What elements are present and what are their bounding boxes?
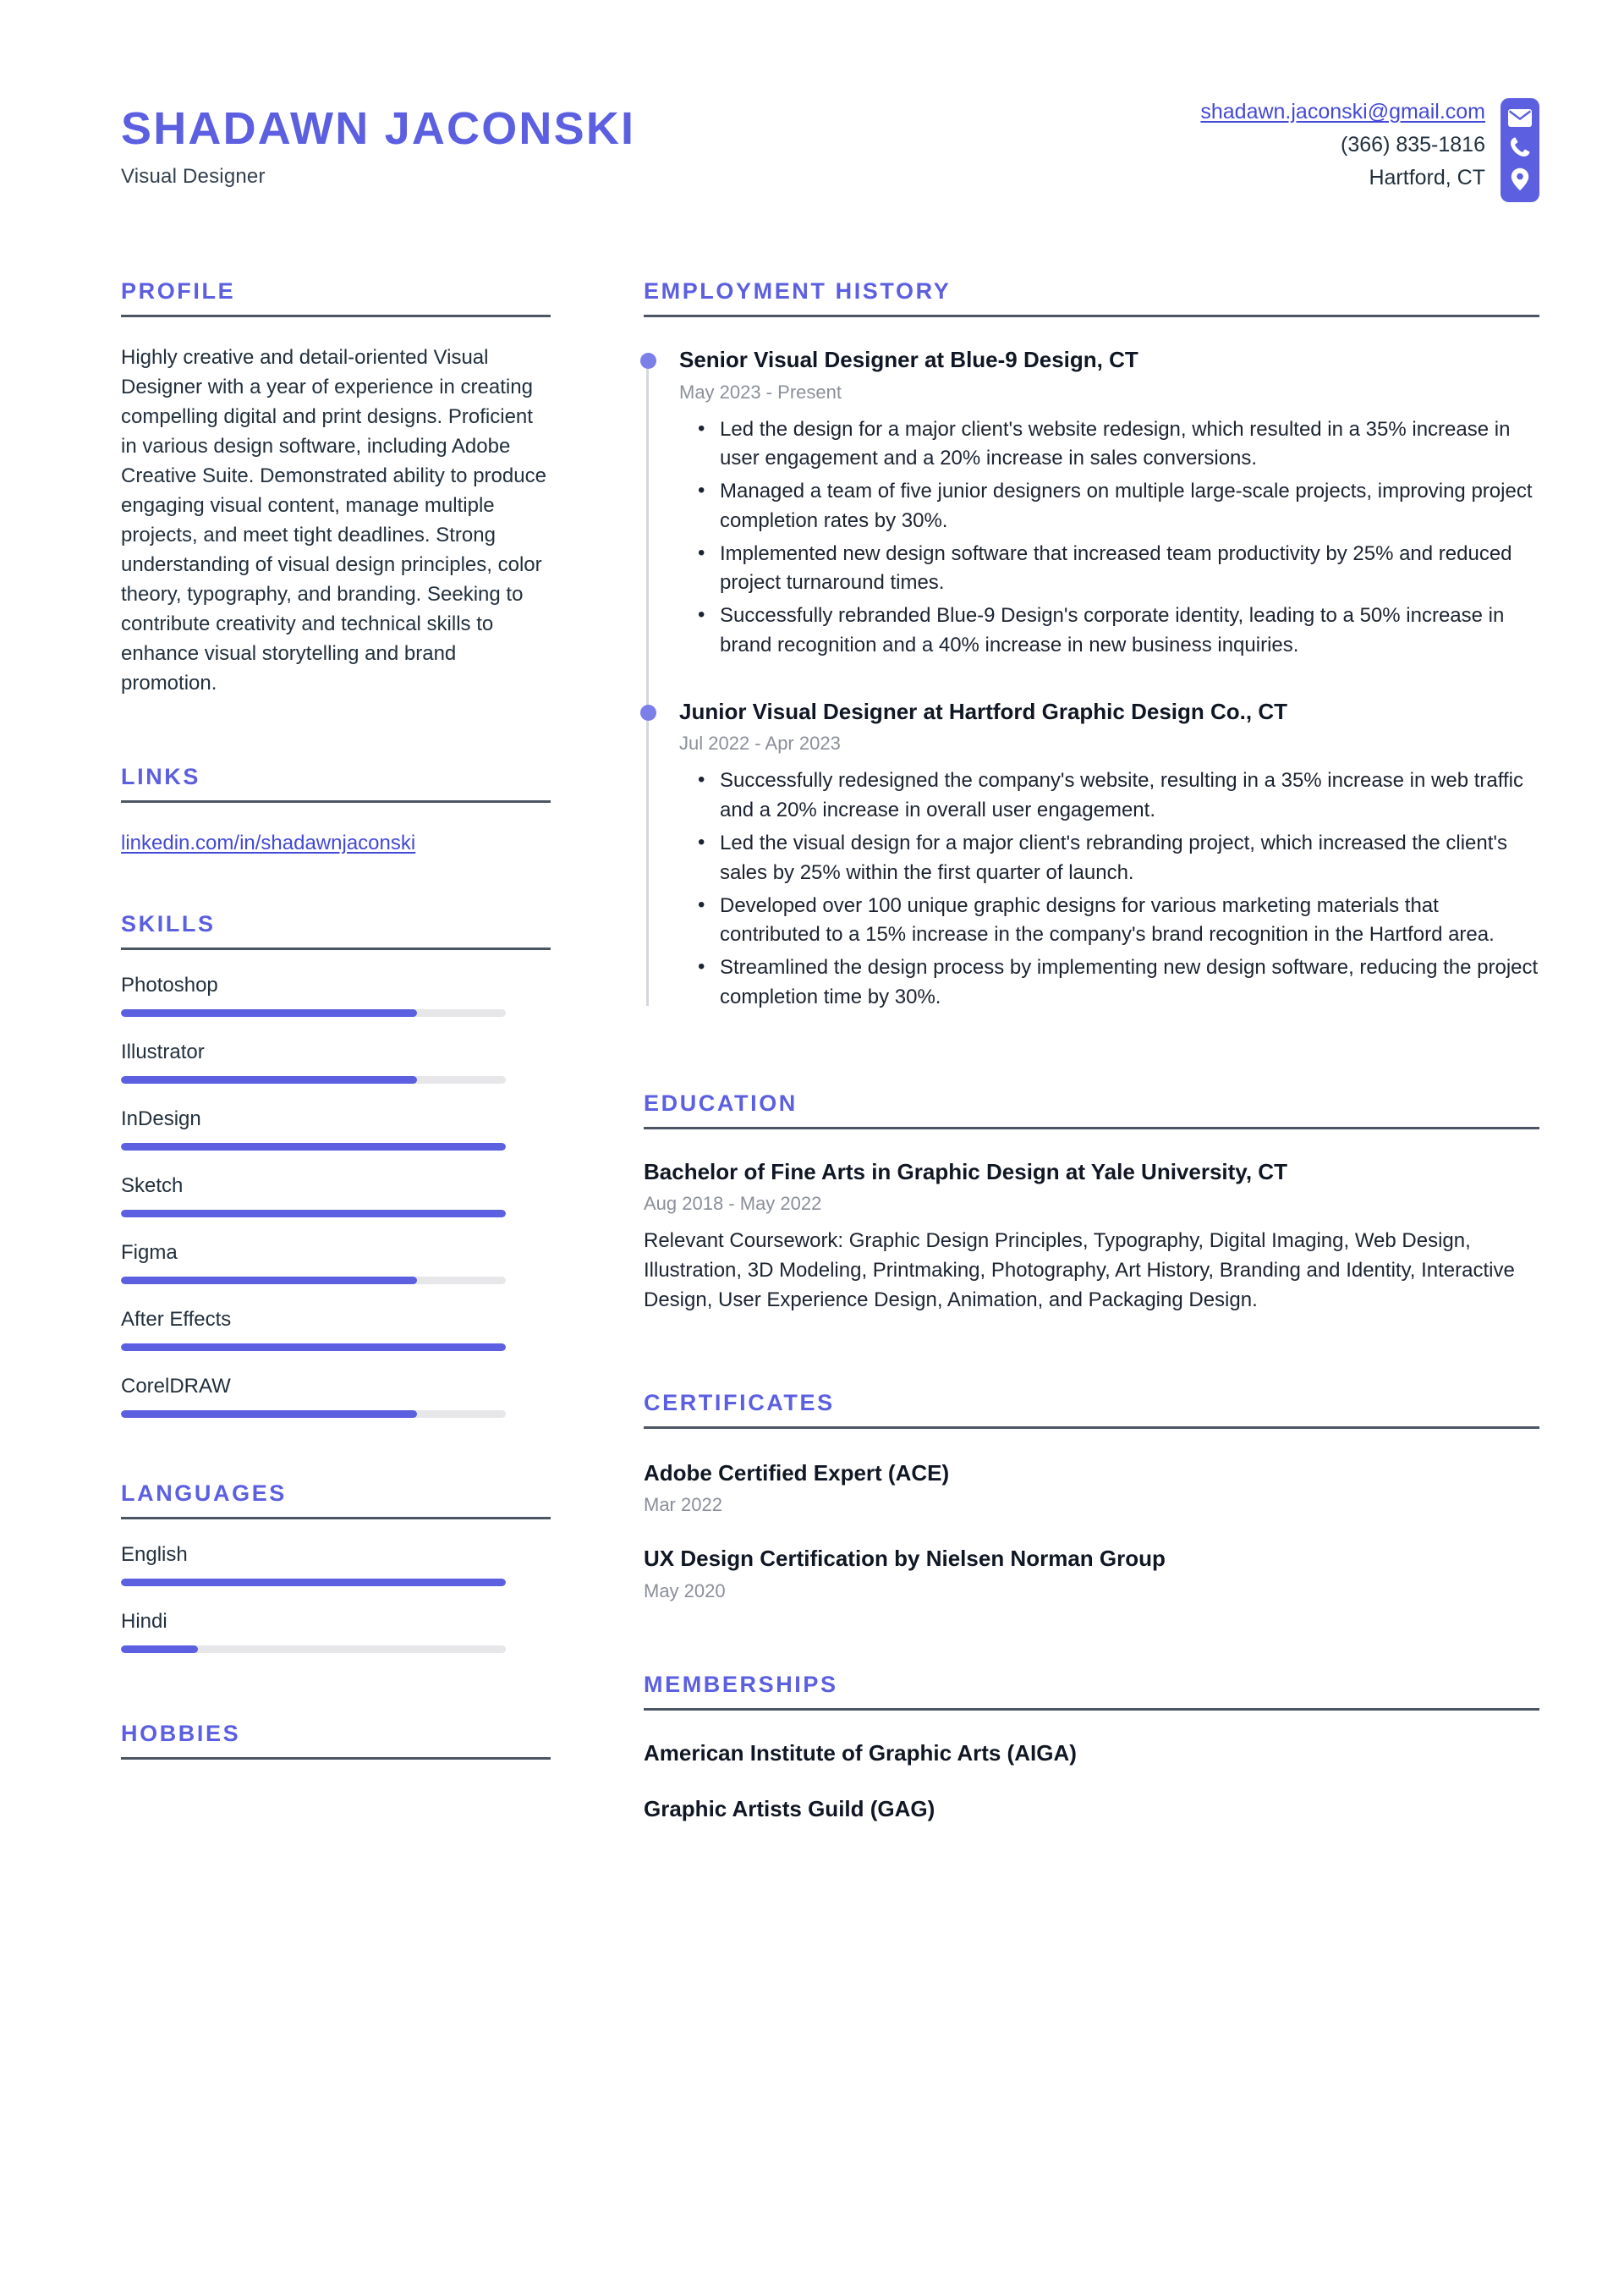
skill-bar-track — [121, 1143, 506, 1151]
section-employment-history — [644, 278, 1539, 1013]
education-description: Relevant Coursework: Graphic Design Principles, Typography, Digital Imaging, Web Design, Illustration, 3D Modeling, Printmaking, Photography, Art History, Branding and Identity, Interactive Design, User Experience Design, Animation, and Packaging Design. — [644, 1229, 1515, 1311]
resume-body — [0, 278, 1624, 1823]
skill-item — [121, 1107, 551, 1151]
job-bullet: • Streamlined the design process by implementing new design software, reducing the project completion time by 30%. — [720, 953, 1539, 1013]
section-divider — [644, 1127, 1539, 1129]
contact-location: Hartford, CT — [1369, 166, 1485, 190]
resume-header — [0, 0, 1624, 202]
job-dates: Jul 2022 - Apr 2023 — [679, 733, 841, 755]
skill-bar-track — [121, 1076, 506, 1084]
section-links — [121, 764, 551, 855]
section-title-profile: PROFILE — [121, 278, 236, 304]
skill-label: InDesign — [121, 1107, 201, 1131]
language-item — [121, 1543, 551, 1586]
section-divider — [121, 948, 551, 950]
section-certificates — [644, 1390, 1539, 1602]
skill-bar-fill — [121, 1076, 417, 1084]
employment-timeline — [644, 346, 1539, 1013]
job-bullet-list — [679, 415, 1539, 661]
skill-bar-track — [121, 1410, 506, 1418]
section-title-certificates: CERTIFICATES — [644, 1389, 835, 1415]
section-memberships — [644, 1672, 1539, 1823]
timeline-dot-icon — [640, 353, 656, 369]
skill-bar-fill — [121, 1210, 506, 1217]
language-bar-track — [121, 1645, 506, 1653]
skill-bar-track — [121, 1210, 506, 1217]
skill-item — [121, 1174, 551, 1217]
section-title-skills: SKILLS — [121, 911, 216, 937]
header-identity — [121, 74, 635, 189]
job-dates: May 2023 - Present — [679, 381, 842, 403]
section-title-hobbies: HOBBIES — [121, 1721, 241, 1747]
section-title-employment: EMPLOYMENT HISTORY — [644, 278, 952, 304]
language-bar-track — [121, 1579, 506, 1586]
job-bullet: • Successfully redesigned the company's website, resulting in a 35% increase in web traffic and a 20% increase in overall user engagement. — [720, 766, 1539, 826]
job-entry — [679, 346, 1539, 661]
education-dates: Aug 2018 - May 2022 — [644, 1193, 822, 1215]
candidate-job-title: Visual Designer — [121, 164, 266, 188]
skill-bar-fill — [121, 1277, 417, 1284]
certificate-entry — [644, 1545, 1539, 1602]
section-profile — [121, 278, 551, 698]
skill-label: Sketch — [121, 1174, 184, 1198]
section-title-education: EDUCATION — [644, 1090, 798, 1116]
education-entry — [644, 1158, 1539, 1316]
skill-item — [121, 1308, 551, 1351]
skill-bar-track — [121, 1343, 506, 1351]
certificate-date: May 2020 — [644, 1579, 726, 1601]
skill-label: CorelDRAW — [121, 1375, 231, 1398]
contact-icon-bar — [1501, 98, 1539, 202]
skill-bar-track — [121, 1009, 506, 1017]
membership-entry: American Institute of Graphic Arts (AIGA) — [644, 1739, 1077, 1766]
skill-item — [121, 1241, 551, 1284]
section-divider — [644, 1708, 1539, 1711]
section-skills — [121, 911, 551, 1418]
language-bar-fill — [121, 1645, 198, 1653]
timeline-dot-icon — [640, 705, 656, 721]
skill-item — [121, 974, 551, 1017]
section-divider — [121, 800, 551, 803]
job-title: Senior Visual Designer at Blue-9 Design, CT — [679, 347, 1138, 372]
skill-bar-fill — [121, 1343, 506, 1351]
main-column — [644, 278, 1539, 1823]
certificate-date: Mar 2022 — [644, 1494, 722, 1516]
section-title-links: LINKS — [121, 764, 200, 790]
membership-entry: Graphic Artists Guild (GAG) — [644, 1796, 935, 1822]
profile-summary-text: Highly creative and detail-oriented Visual Designer with a year of experience in creating compelling digital and print designs. Proficient in various design software, including Adobe Creative Suite. Demonstrated ability to produce engaging visual content, manage multiple projects, and meet tight deadlines. Strong understanding of visual design principles, color theory, typography, and branding. Seeking to contribute creativity and technical skills to enhance visual storytelling and brand promotion. — [121, 346, 546, 695]
section-divider — [121, 315, 551, 317]
skill-item — [121, 1041, 551, 1084]
education-degree: Bachelor of Fine Arts in Graphic Design at Yale University, CT — [644, 1158, 1287, 1184]
section-hobbies — [121, 1721, 551, 1760]
job-bullet-list — [679, 766, 1539, 1012]
skill-bar-fill — [121, 1410, 417, 1418]
section-languages — [121, 1480, 551, 1653]
certificate-name: UX Design Certification by Nielsen Norman Group — [644, 1546, 1166, 1572]
phone-icon — [1509, 136, 1531, 158]
section-divider — [644, 1426, 1539, 1429]
language-label: Hindi — [121, 1610, 167, 1634]
job-bullet: • Led the visual design for a major client's rebranding project, which increased the client's sales by 25% within the first quarter of launch. — [720, 829, 1539, 888]
section-divider — [121, 1517, 551, 1519]
skill-bar-track — [121, 1277, 506, 1284]
job-title: Junior Visual Designer at Hartford Graphic Design Co., CT — [679, 698, 1287, 724]
section-title-languages: LANGUAGES — [121, 1480, 287, 1507]
envelope-icon — [1508, 109, 1532, 127]
skill-label: Photoshop — [121, 974, 218, 997]
skill-label: Figma — [121, 1241, 178, 1265]
section-title-memberships: MEMBERSHIPS — [644, 1671, 838, 1697]
job-entry — [679, 698, 1539, 1013]
certificate-name: Adobe Certified Expert (ACE) — [644, 1459, 950, 1486]
job-bullet: • Managed a team of five junior designers on multiple large-scale projects, improving project completion rates by 30%. — [720, 477, 1539, 536]
section-divider — [121, 1757, 551, 1760]
contact-phone: (366) 835-1816 — [1341, 133, 1485, 157]
section-divider — [644, 315, 1539, 317]
section-education — [644, 1090, 1539, 1316]
skill-item — [121, 1375, 551, 1418]
language-item — [121, 1610, 551, 1653]
skill-bar-fill — [121, 1143, 506, 1151]
language-label: English — [121, 1543, 188, 1567]
candidate-name: SHADAWN JACONSKI — [121, 103, 636, 154]
skill-label: After Effects — [121, 1308, 232, 1332]
certificate-entry — [644, 1459, 1539, 1517]
job-bullet: • Implemented new design software that increased team productivity by 25% and reduced project turnaround times. — [720, 540, 1539, 599]
skill-label: Illustrator — [121, 1041, 205, 1064]
job-bullet: • Led the design for a major client's website redesign, which resulted in a 35% increase in user engagement and a 20% increase in sales conversions. — [720, 415, 1539, 475]
job-bullet: • Developed over 100 unique graphic designs for various marketing materials that contributed to a 15% increase in the company's brand recognition in the Hartford area. — [720, 892, 1539, 951]
contact-details — [1200, 98, 1485, 192]
link-linkedin[interactable]: linkedin.com/in/shadawnjaconski — [121, 832, 416, 855]
language-bar-fill — [121, 1579, 506, 1586]
sidebar-column — [121, 278, 551, 1760]
skill-bar-fill — [121, 1009, 417, 1017]
job-bullet: • Successfully rebranded Blue-9 Design's corporate identity, leading to a 50% increase in brand recognition and a 40% increase in new business inquiries. — [720, 601, 1539, 661]
location-pin-icon — [1511, 168, 1529, 191]
contact-email[interactable]: shadawn.jaconski@gmail.com — [1200, 100, 1485, 124]
header-contact — [1200, 74, 1539, 202]
